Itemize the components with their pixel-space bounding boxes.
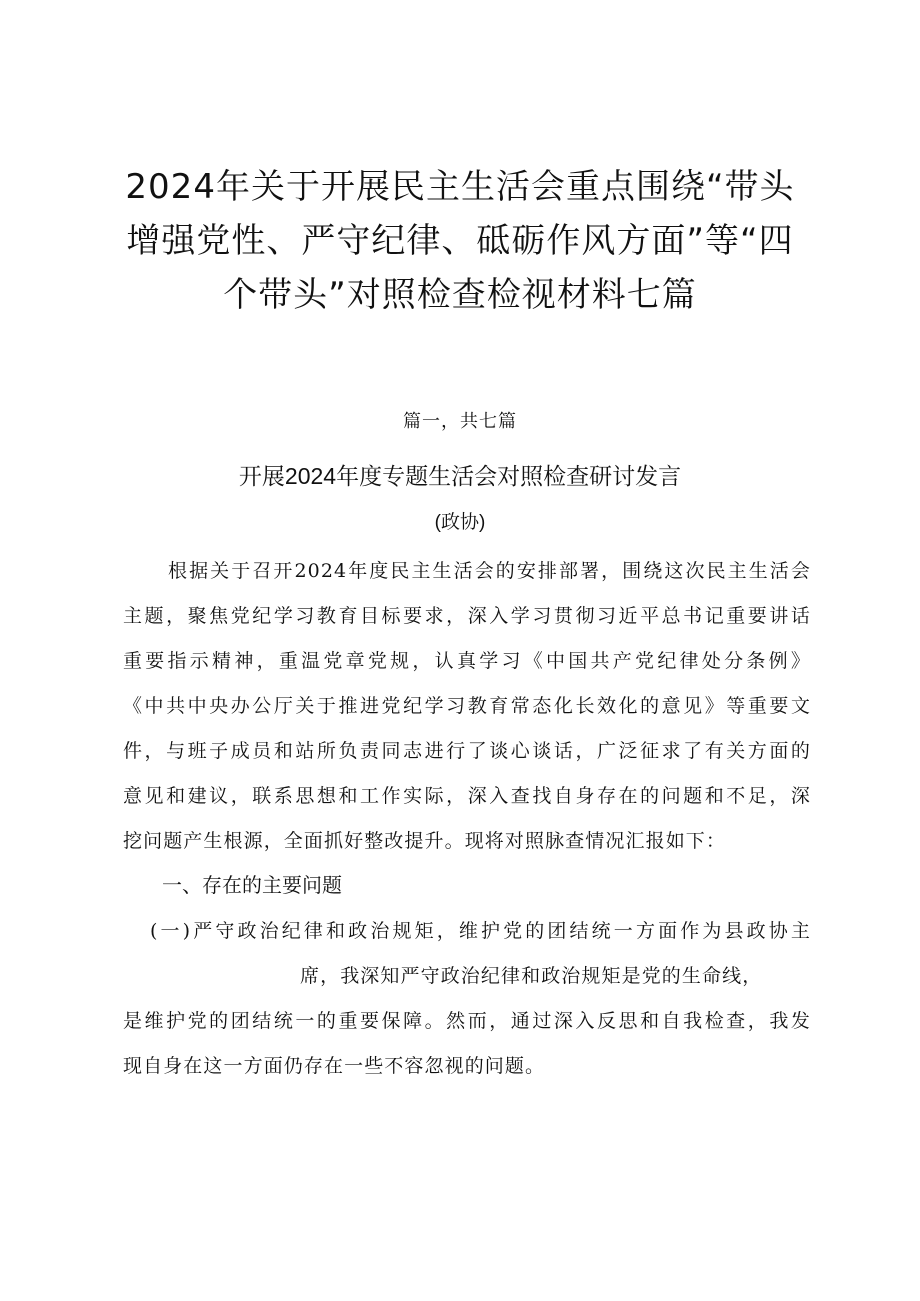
intro-paragraph-line: 意见和建议，联系思想和工作实际，深入查找自身存在的问题和不足，深 [123, 785, 811, 807]
document-title [100, 160, 820, 322]
subsection-line: 席，我深知严守政治纪律和政治规矩是党的生命线， [300, 965, 763, 987]
title-line: 2024年关于开展民主生活会重点围绕“带头 [125, 167, 795, 207]
intro-paragraph-line: 重要指示精神，重温党章党规，认真学习《中国共产党纪律处分条例》 [123, 650, 811, 672]
title-line: 增强党性、严守纪律、砥砺作风方面”等“四 [126, 221, 794, 261]
part-label: 篇一，共七篇 [403, 411, 517, 432]
section-heading: 一、存在的主要问题 [162, 875, 342, 897]
intro-paragraph-line: 主题，聚焦党纪学习教育目标要求，深入学习贯彻习近平总书记重要讲话 [123, 605, 811, 627]
subsection-line: 现自身在这一方面仍存在一些不容忽视的问题。 [123, 1055, 546, 1077]
intro-paragraph-line: 根据关于召开2024年度民主生活会的安排部署，围绕这次民主生活会 [168, 560, 811, 582]
intro-paragraph-line: 件，与班子成员和站所负责同志进行了谈心谈话，广泛征求了有关方面的 [123, 740, 811, 762]
speech-subtitle: (政协) [434, 512, 486, 533]
subsection-line: (一)严守政治纪律和政治规矩，维护党的团结统一方面作为县政协主 [150, 920, 811, 942]
intro-paragraph-line: 挖问题产生根源，全面抓好整改提升。现将对照脉查情况汇报如下： [123, 830, 727, 852]
title-line: 个带头”对照检查检视材料七篇 [223, 275, 697, 315]
intro-paragraph-line: 《中共中央办公厅关于推进党纪学习教育常态化长效化的意见》等重要文 [123, 695, 811, 717]
subsection-line: 是维护党的团结统一的重要保障。然而，通过深入反思和自我检查，我发 [123, 1010, 811, 1032]
speech-title: 开展2024年度专题生活会对照检查研讨发言 [238, 463, 682, 489]
